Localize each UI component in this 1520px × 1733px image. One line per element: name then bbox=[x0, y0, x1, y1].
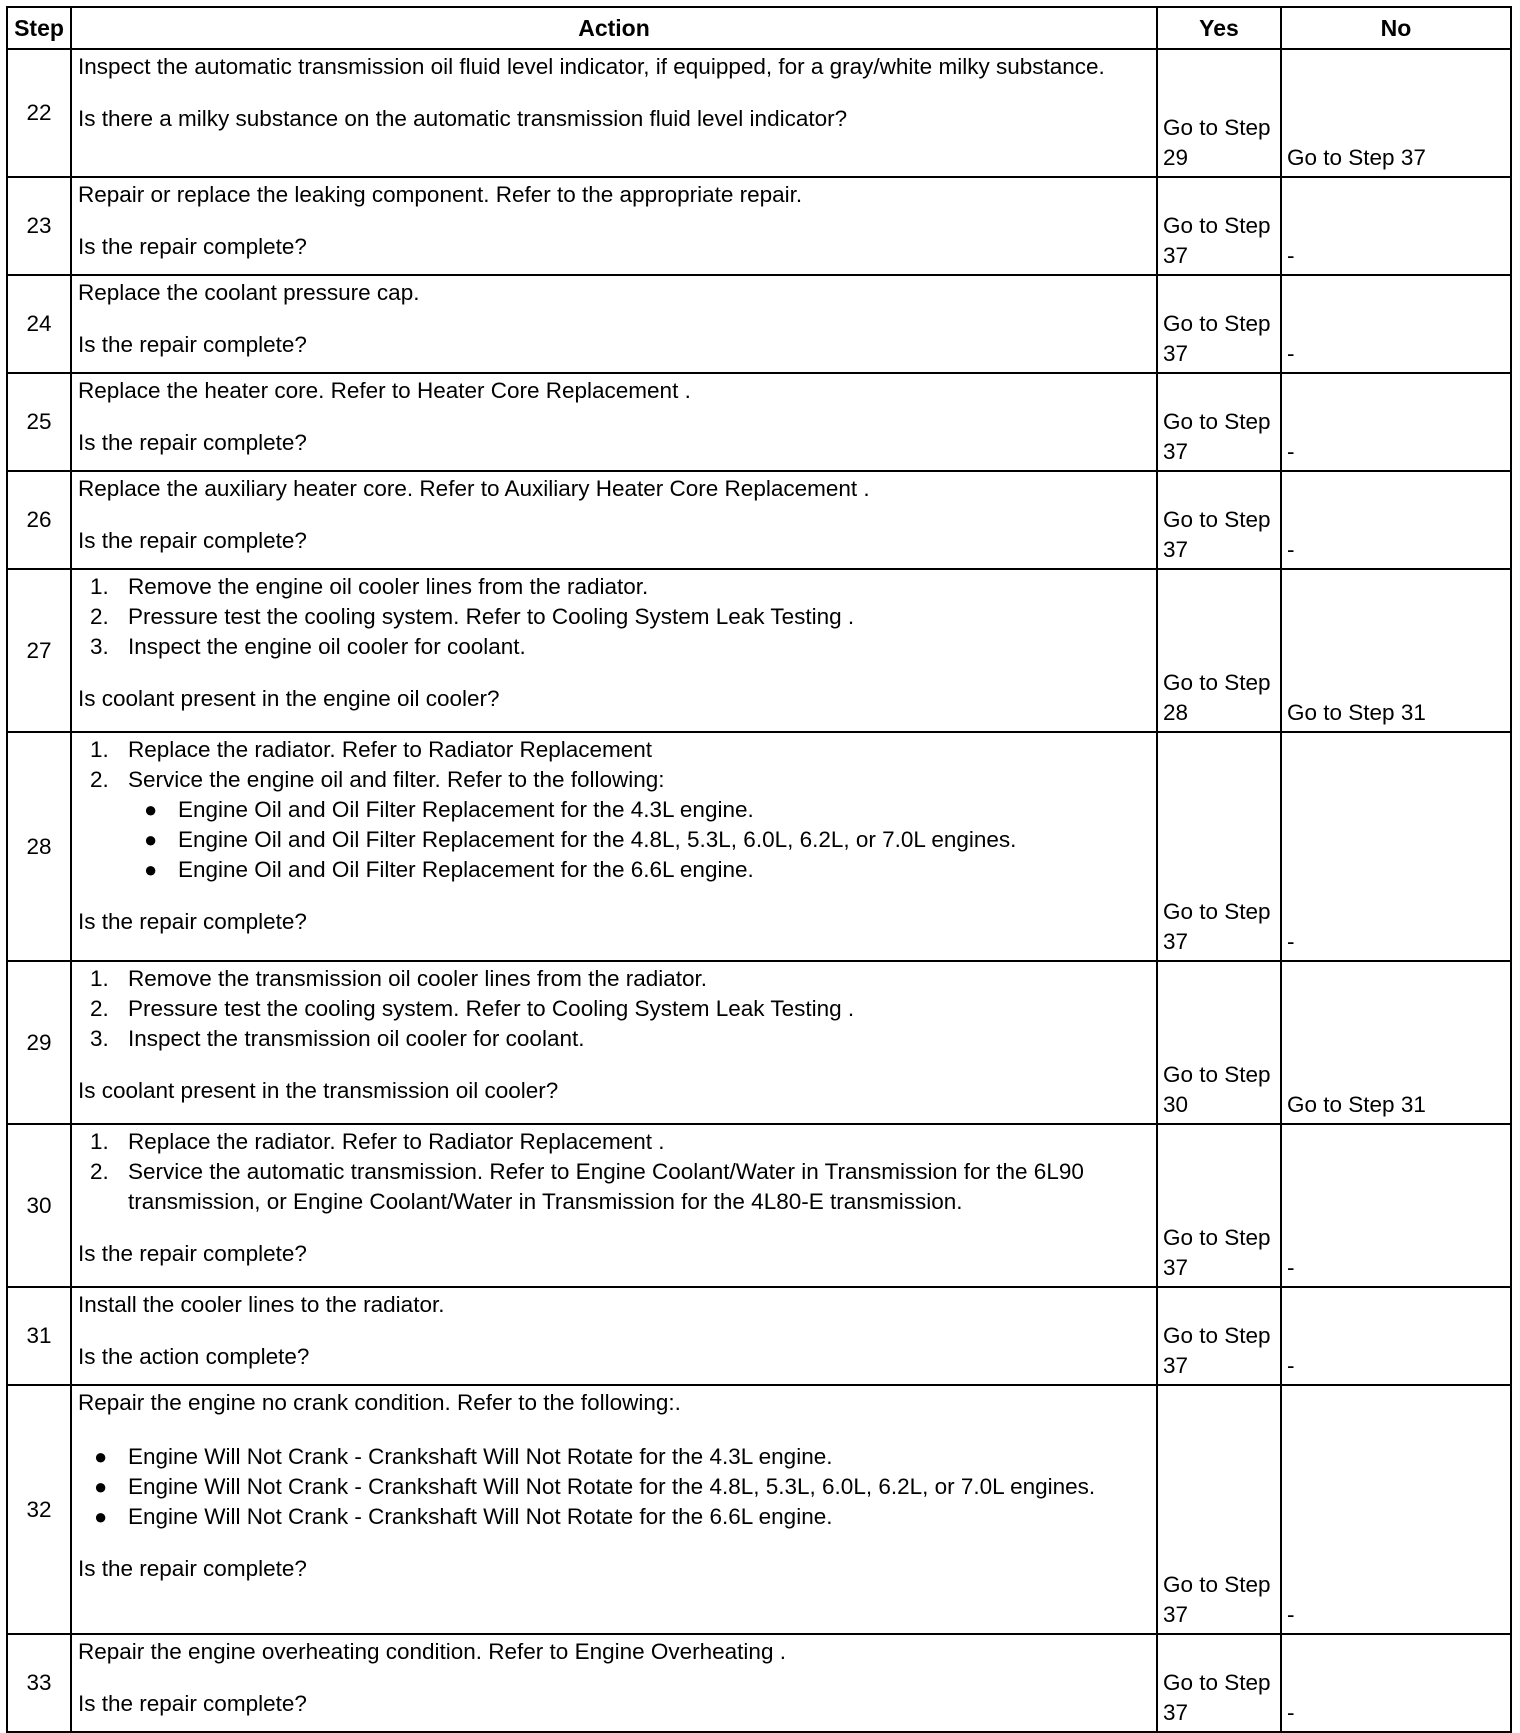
yes-result: Go to Step 37 bbox=[1157, 1385, 1281, 1634]
question-text: Is the repair complete? bbox=[78, 234, 307, 259]
step-number: 23 bbox=[7, 177, 71, 275]
question-text: Is the repair complete? bbox=[78, 909, 307, 934]
table-row bbox=[7, 177, 1511, 275]
bullet-text: Engine Oil and Oil Filter Replacement for the 4.3L engine. bbox=[178, 797, 754, 822]
step-number: 32 bbox=[7, 1385, 71, 1634]
item-text: Remove the engine oil cooler lines from the radiator. bbox=[128, 574, 649, 599]
item-number: 2. bbox=[90, 604, 109, 629]
item-text: Service the engine oil and filter. Refer to the following: bbox=[128, 767, 665, 792]
yes-result: Go to Step 37 bbox=[1157, 732, 1281, 961]
question-text: Is the repair complete? bbox=[78, 430, 307, 455]
step-number: 25 bbox=[7, 373, 71, 471]
table-row bbox=[7, 49, 1511, 177]
table-row bbox=[7, 569, 1511, 732]
step-number: 30 bbox=[7, 1124, 71, 1287]
no-result: - bbox=[1281, 1634, 1511, 1732]
yes-result: Go to Step 30 bbox=[1157, 961, 1281, 1124]
yes-result: Go to Step 28 bbox=[1157, 569, 1281, 732]
action-text: Repair the engine overheating condition. Refer to Engine Overheating . bbox=[78, 1639, 786, 1664]
item-text: Service the automatic transmission. Refer to Engine Coolant/Water in Transmission for the 6L90 transmission, or Engine Coolant/Water in Transmission for the 4L80-E transmission. bbox=[128, 1159, 1084, 1214]
action-text: Repair the engine no crank condition. Refer to the following:. bbox=[78, 1390, 681, 1415]
no-result: - bbox=[1281, 275, 1511, 373]
question-text: Is the repair complete? bbox=[78, 528, 307, 553]
action-cell bbox=[71, 275, 1157, 373]
bullet-icon: ● bbox=[144, 797, 158, 822]
question-text: Is the repair complete? bbox=[78, 1556, 307, 1581]
bullet-item bbox=[128, 825, 1150, 855]
header-action: Action bbox=[71, 7, 1157, 49]
step-number: 31 bbox=[7, 1287, 71, 1385]
action-cell bbox=[71, 49, 1157, 177]
bullet-item bbox=[78, 1472, 1150, 1502]
numbered-item bbox=[78, 765, 1150, 885]
question-text: Is the repair complete? bbox=[78, 332, 307, 357]
bullet-text: Engine Will Not Crank - Crankshaft Will Not Rotate for the 6.6L engine. bbox=[128, 1504, 833, 1529]
question-text: Is the repair complete? bbox=[78, 1691, 307, 1716]
header-yes: Yes bbox=[1157, 7, 1281, 49]
question-text: Is the repair complete? bbox=[78, 1241, 307, 1266]
numbered-item bbox=[78, 602, 1150, 632]
table-row bbox=[7, 471, 1511, 569]
numbered-item bbox=[78, 572, 1150, 602]
step-number: 24 bbox=[7, 275, 71, 373]
action-cell bbox=[71, 1124, 1157, 1287]
step-number: 33 bbox=[7, 1634, 71, 1732]
table-row bbox=[7, 1634, 1511, 1732]
item-number: 2. bbox=[90, 996, 109, 1021]
action-text: Replace the heater core. Refer to Heater Core Replacement . bbox=[78, 378, 691, 403]
numbered-list bbox=[78, 964, 1150, 1054]
yes-result: Go to Step 37 bbox=[1157, 471, 1281, 569]
bullet-item bbox=[78, 1502, 1150, 1532]
action-cell bbox=[71, 569, 1157, 732]
numbered-list bbox=[78, 572, 1150, 662]
table-row bbox=[7, 373, 1511, 471]
table-row bbox=[7, 1124, 1511, 1287]
item-number: 1. bbox=[90, 966, 109, 991]
item-text: Inspect the engine oil cooler for coolant. bbox=[128, 634, 526, 659]
action-cell bbox=[71, 373, 1157, 471]
bullet-list bbox=[128, 795, 1150, 885]
step-number: 28 bbox=[7, 732, 71, 961]
action-cell bbox=[71, 1385, 1157, 1634]
numbered-item bbox=[78, 994, 1150, 1024]
bullet-item bbox=[78, 1442, 1150, 1472]
question-text: Is coolant present in the engine oil cooler? bbox=[78, 686, 500, 711]
bullet-icon: ● bbox=[94, 1474, 108, 1499]
yes-result: Go to Step 37 bbox=[1157, 1634, 1281, 1732]
table-row bbox=[7, 275, 1511, 373]
no-result: Go to Step 31 bbox=[1281, 569, 1511, 732]
question-text: Is coolant present in the transmission oil cooler? bbox=[78, 1078, 559, 1103]
item-number: 2. bbox=[90, 1159, 109, 1184]
item-text: Replace the radiator. Refer to Radiator Replacement bbox=[128, 737, 653, 762]
no-result: - bbox=[1281, 1287, 1511, 1385]
table-row bbox=[7, 732, 1511, 961]
action-cell bbox=[71, 961, 1157, 1124]
item-number: 3. bbox=[90, 1026, 109, 1051]
bullet-icon: ● bbox=[94, 1444, 108, 1469]
action-text: Replace the auxiliary heater core. Refer to Auxiliary Heater Core Replacement . bbox=[78, 476, 870, 501]
action-cell bbox=[71, 732, 1157, 961]
yes-result: Go to Step 37 bbox=[1157, 275, 1281, 373]
header-no: No bbox=[1281, 7, 1511, 49]
spacer bbox=[78, 1418, 1150, 1442]
numbered-item bbox=[78, 1127, 1150, 1157]
bullet-text: Engine Oil and Oil Filter Replacement for the 4.8L, 5.3L, 6.0L, 6.2L, or 7.0L engines. bbox=[178, 827, 1017, 852]
item-number: 2. bbox=[90, 767, 109, 792]
numbered-list bbox=[78, 735, 1150, 885]
table-row bbox=[7, 961, 1511, 1124]
numbered-item bbox=[78, 735, 1150, 765]
numbered-item bbox=[78, 1157, 1150, 1217]
item-number: 1. bbox=[90, 1129, 109, 1154]
no-result: - bbox=[1281, 732, 1511, 961]
table-row bbox=[7, 1287, 1511, 1385]
no-result: - bbox=[1281, 471, 1511, 569]
bullet-text: Engine Will Not Crank - Crankshaft Will Not Rotate for the 4.3L engine. bbox=[128, 1444, 833, 1469]
action-cell bbox=[71, 177, 1157, 275]
item-text: Pressure test the cooling system. Refer to Cooling System Leak Testing . bbox=[128, 996, 855, 1021]
step-number: 27 bbox=[7, 569, 71, 732]
header-row bbox=[7, 7, 1511, 49]
item-text: Replace the radiator. Refer to Radiator Replacement . bbox=[128, 1129, 665, 1154]
numbered-item bbox=[78, 964, 1150, 994]
bullet-list bbox=[78, 1442, 1150, 1532]
header-step: Step bbox=[7, 7, 71, 49]
bullet-item bbox=[128, 855, 1150, 885]
action-text: Inspect the automatic transmission oil fluid level indicator, if equipped, for a gray/white milky substance. bbox=[78, 54, 1105, 79]
item-text: Pressure test the cooling system. Refer to Cooling System Leak Testing . bbox=[128, 604, 855, 629]
table-row bbox=[7, 1385, 1511, 1634]
numbered-list bbox=[78, 1127, 1150, 1217]
action-cell bbox=[71, 1287, 1157, 1385]
action-cell bbox=[71, 471, 1157, 569]
step-number: 29 bbox=[7, 961, 71, 1124]
bullet-icon: ● bbox=[144, 857, 158, 882]
diagnostic-table bbox=[6, 6, 1512, 1733]
action-text: Repair or replace the leaking component. Refer to the appropriate repair. bbox=[78, 182, 803, 207]
no-result: - bbox=[1281, 1124, 1511, 1287]
bullet-icon: ● bbox=[144, 827, 158, 852]
step-number: 22 bbox=[7, 49, 71, 177]
yes-result: Go to Step 37 bbox=[1157, 177, 1281, 275]
action-text: Replace the coolant pressure cap. bbox=[78, 280, 420, 305]
yes-result: Go to Step 37 bbox=[1157, 1124, 1281, 1287]
numbered-item bbox=[78, 1024, 1150, 1054]
step-number: 26 bbox=[7, 471, 71, 569]
action-cell bbox=[71, 1634, 1157, 1732]
question-text: Is there a milky substance on the automatic transmission fluid level indicator? bbox=[78, 106, 848, 131]
item-text: Remove the transmission oil cooler lines from the radiator. bbox=[128, 966, 708, 991]
no-result: Go to Step 37 bbox=[1281, 49, 1511, 177]
item-number: 1. bbox=[90, 737, 109, 762]
bullet-item bbox=[128, 795, 1150, 825]
bullet-text: Engine Oil and Oil Filter Replacement for the 6.6L engine. bbox=[178, 857, 754, 882]
no-result: - bbox=[1281, 1385, 1511, 1634]
item-number: 3. bbox=[90, 634, 109, 659]
yes-result: Go to Step 37 bbox=[1157, 1287, 1281, 1385]
bullet-text: Engine Will Not Crank - Crankshaft Will Not Rotate for the 4.8L, 5.3L, 6.0L, 6.2L, or 7.0L engines. bbox=[128, 1474, 1096, 1499]
numbered-item bbox=[78, 632, 1150, 662]
question-text: Is the action complete? bbox=[78, 1344, 310, 1369]
action-text: Install the cooler lines to the radiator. bbox=[78, 1292, 445, 1317]
item-number: 1. bbox=[90, 574, 109, 599]
no-result: - bbox=[1281, 373, 1511, 471]
bullet-icon: ● bbox=[94, 1504, 108, 1529]
yes-result: Go to Step 37 bbox=[1157, 373, 1281, 471]
no-result: - bbox=[1281, 177, 1511, 275]
yes-result: Go to Step 29 bbox=[1157, 49, 1281, 177]
no-result: Go to Step 31 bbox=[1281, 961, 1511, 1124]
item-text: Inspect the transmission oil cooler for coolant. bbox=[128, 1026, 585, 1051]
